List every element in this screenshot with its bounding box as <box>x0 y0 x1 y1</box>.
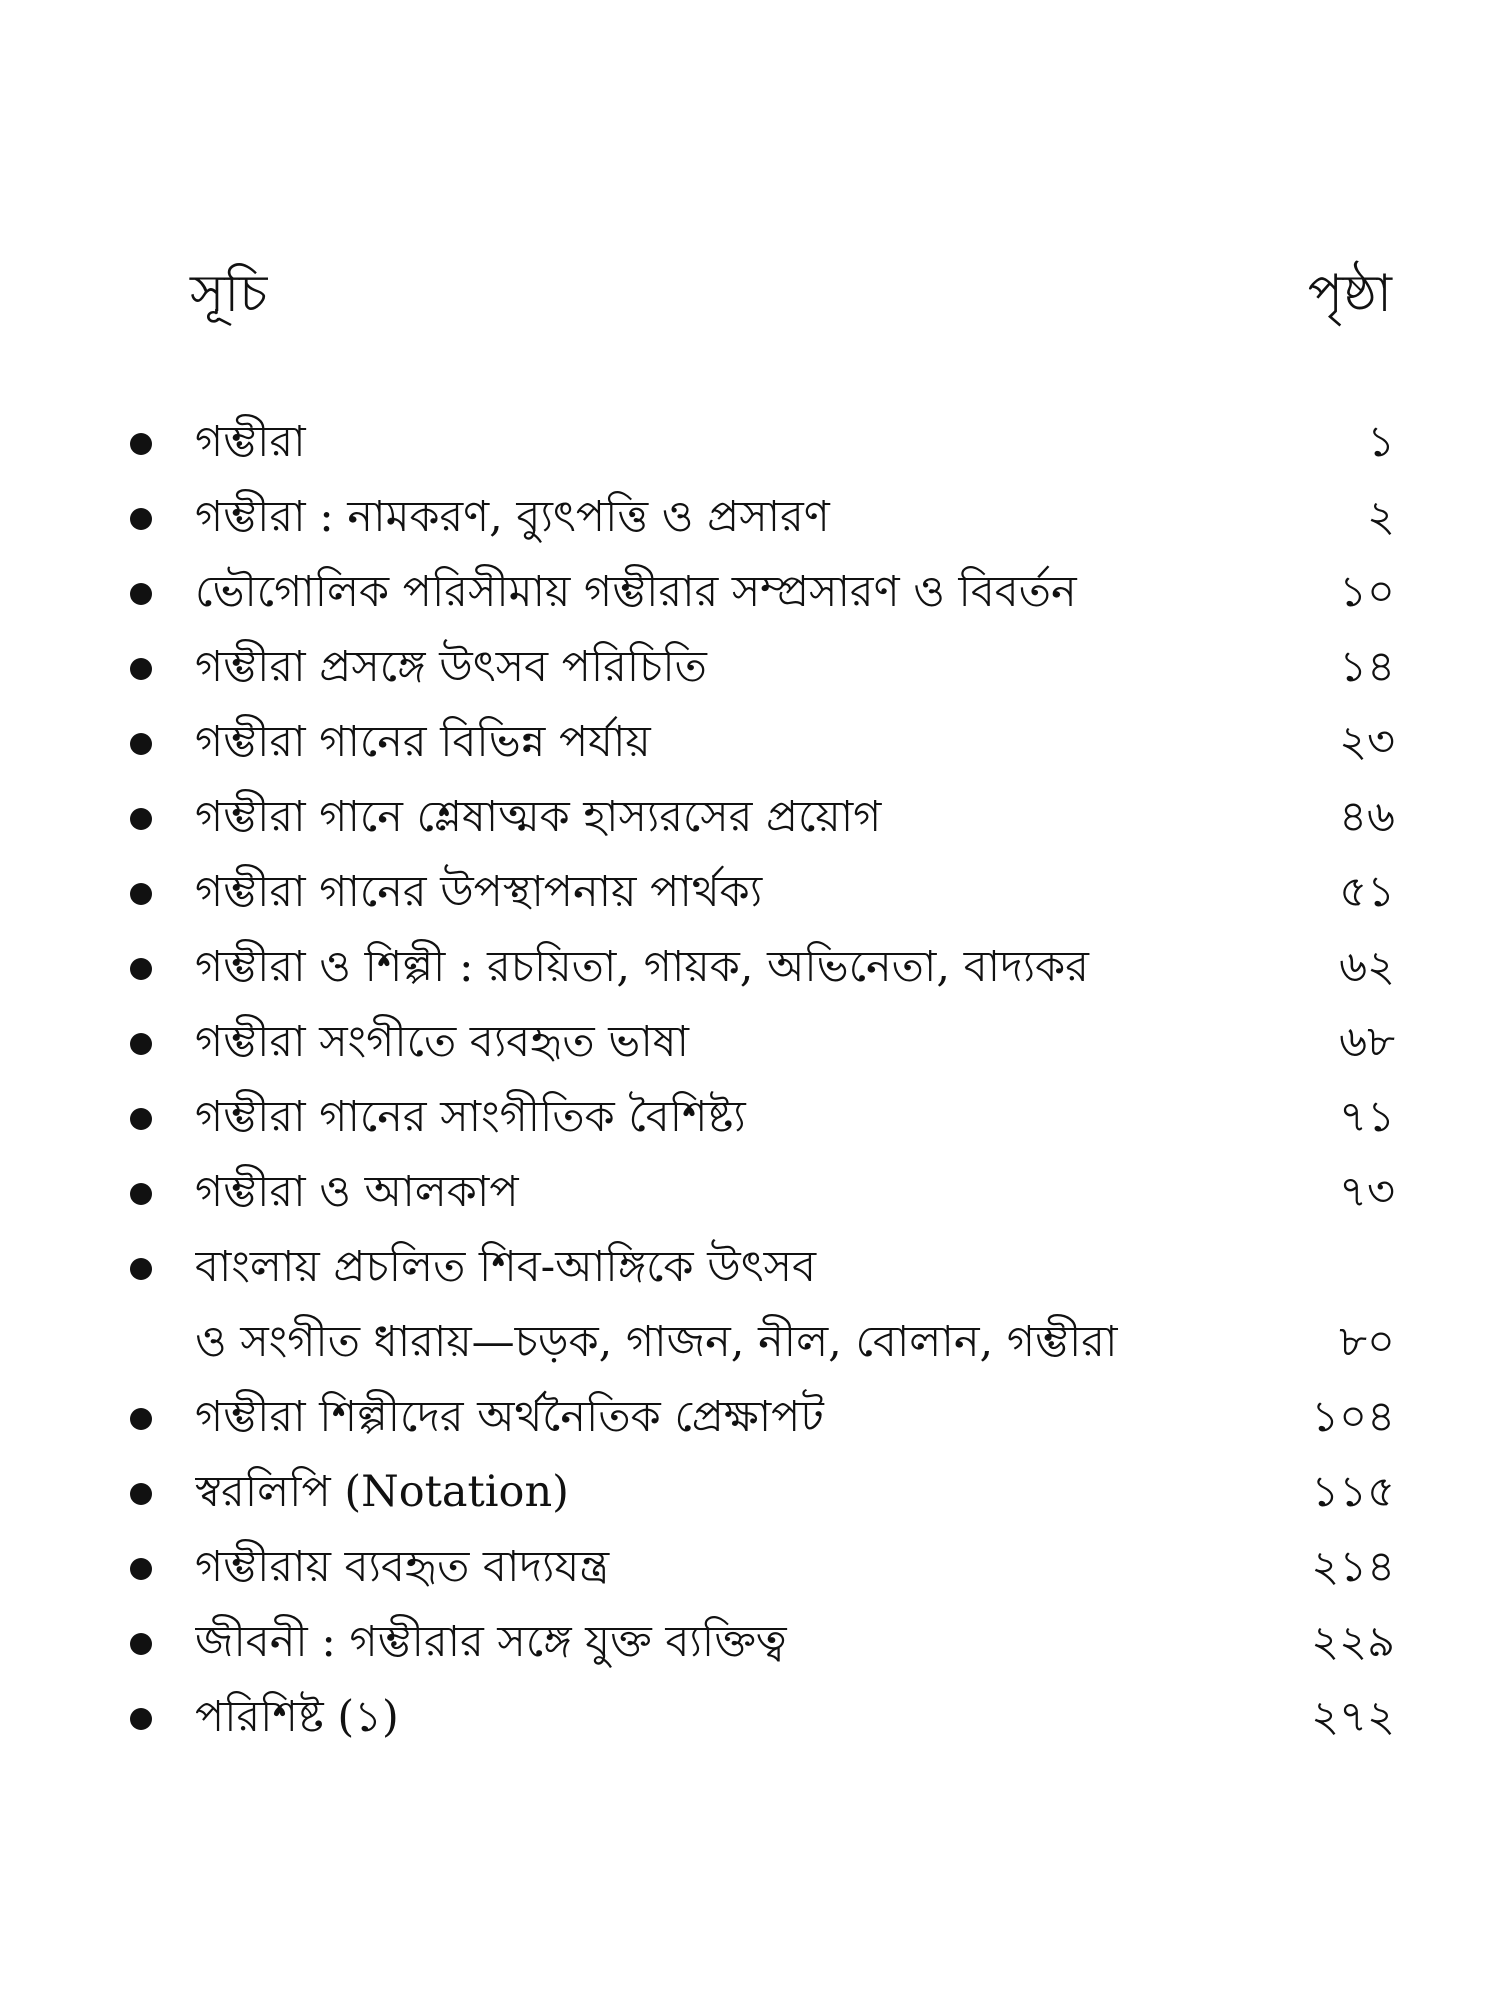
toc-entry <box>0 705 1500 780</box>
entry-page-number: ২২৯ <box>1311 1617 1395 1667</box>
entry-page-number: ৮০ <box>1339 1317 1395 1367</box>
bullet-icon <box>130 1483 152 1505</box>
entry-page-number: ৬২ <box>1339 942 1395 992</box>
bullet-icon <box>130 958 152 980</box>
entry-page-number: ১০ <box>1339 567 1395 617</box>
bullet-icon <box>130 1558 152 1580</box>
entry-title: গম্ভীরা ও আলকাপ <box>195 1167 519 1217</box>
bullet-icon <box>130 1408 152 1430</box>
toc-entry <box>0 1005 1500 1080</box>
toc-entry <box>0 405 1500 480</box>
entry-title: গম্ভীরা গানের উপস্থাপনায় পার্থক্য <box>195 867 763 917</box>
toc-entry <box>0 1605 1500 1680</box>
entry-title: গম্ভীরা প্রসঙ্গে উৎসব পরিচিতি <box>195 642 707 692</box>
entry-title: গম্ভীরায় ব্যবহৃত বাদ্যযন্ত্র <box>195 1542 610 1592</box>
toc-entry <box>0 1530 1500 1605</box>
bullet-icon <box>130 583 152 605</box>
entry-title: পরিশিষ্ট (১) <box>195 1692 399 1742</box>
entry-title: গম্ভীরা গানের বিভিন্ন পর্যায় <box>195 717 651 767</box>
entry-title: গম্ভীরা : নামকরণ, ব্যুৎপত্তি ও প্রসারণ <box>195 492 830 542</box>
toc-entry <box>0 1080 1500 1155</box>
entry-page-number: ২১৪ <box>1311 1542 1395 1592</box>
entry-page-number: ২৩ <box>1339 717 1395 767</box>
toc-entry <box>0 1155 1500 1230</box>
entry-page-number: ১ <box>1367 417 1395 467</box>
bullet-icon <box>130 1108 152 1130</box>
bullet-icon <box>130 1033 152 1055</box>
entry-title-line-1: বাংলায় প্রচলিত শিব-আঙ্গিকে উৎসব <box>195 1242 817 1292</box>
toc-entry <box>0 930 1500 1005</box>
bullet-icon <box>130 1183 152 1205</box>
toc-entry <box>0 480 1500 555</box>
entry-page-number: ১৪ <box>1339 642 1395 692</box>
bullet-icon <box>130 658 152 680</box>
bullet-icon <box>130 1708 152 1730</box>
bullet-icon <box>130 433 152 455</box>
toc-entry <box>0 1380 1500 1455</box>
entry-page-number: ১০৪ <box>1311 1392 1395 1442</box>
toc-entry <box>0 630 1500 705</box>
table-of-contents <box>0 405 1500 1755</box>
bullet-icon <box>130 883 152 905</box>
bullet-icon <box>130 808 152 830</box>
bullet-icon <box>130 1633 152 1655</box>
toc-entry <box>0 780 1500 855</box>
entry-title: গম্ভীরা <box>195 417 306 467</box>
entry-title: গম্ভীরা গানের সাংগীতিক বৈশিষ্ট্য <box>195 1092 746 1142</box>
entry-title: গম্ভীরা ও শিল্পী : রচয়িতা, গায়ক, অভিনেতা, বাদ্যকর <box>195 942 1089 992</box>
entry-title: জীবনী : গম্ভীরার সঙ্গে যুক্ত ব্যক্তিত্ব <box>195 1617 787 1667</box>
entry-title: ভৌগোলিক পরিসীমায় গম্ভীরার সম্প্রসারণ ও বিবর্তন <box>195 567 1077 617</box>
entry-title <box>195 1230 1285 1380</box>
entry-page-number: ৪৬ <box>1339 792 1395 842</box>
entry-page-number: ৬৮ <box>1339 1017 1395 1067</box>
toc-entry <box>0 555 1500 630</box>
entry-page-number: ১১৫ <box>1311 1467 1395 1517</box>
bullet-icon <box>130 733 152 755</box>
toc-entry <box>0 855 1500 930</box>
entry-page-number: ৭১ <box>1339 1092 1395 1142</box>
bullet-icon <box>130 508 152 530</box>
entry-title: গম্ভীরা গানে শ্লেষাত্মক হাস্যরসের প্রয়োগ <box>195 792 882 842</box>
toc-entry <box>0 1230 1500 1380</box>
entry-page-number: ৫১ <box>1339 867 1395 917</box>
entry-page-number: ৭৩ <box>1339 1167 1395 1217</box>
page-column-heading: পৃষ্ঠা <box>1307 264 1392 324</box>
toc-entry <box>0 1455 1500 1530</box>
entry-page-number: ২ <box>1367 492 1395 542</box>
toc-entry <box>0 1680 1500 1755</box>
entry-title: গম্ভীরা সংগীতে ব্যবহৃত ভাষা <box>195 1017 689 1067</box>
contents-heading: সূচি <box>190 264 268 324</box>
entry-title-line-2: ও সংগীত ধারায়—চড়ক, গাজন, নীল, বোলান, গম্ভীরা <box>195 1317 1118 1367</box>
bullet-icon <box>130 1258 152 1280</box>
entry-title: স্বরলিপি (Notation) <box>195 1467 569 1517</box>
entry-title: গম্ভীরা শিল্পীদের অর্থনৈতিক প্রেক্ষাপট <box>195 1392 824 1442</box>
entry-page-number: ২৭২ <box>1311 1692 1395 1742</box>
